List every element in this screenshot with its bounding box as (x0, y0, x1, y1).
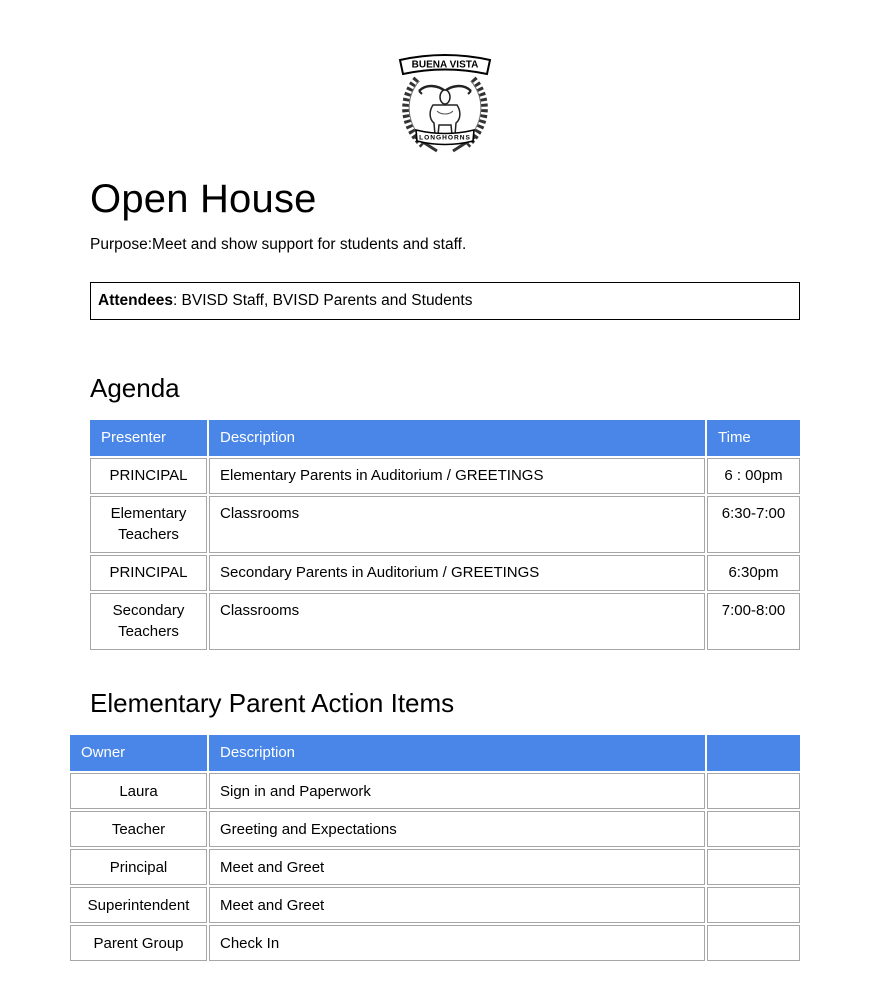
owner-cell: Parent Group (70, 925, 207, 961)
agenda-col-presenter: Presenter (90, 420, 207, 456)
presenter-cell: PRINCIPAL (90, 458, 207, 494)
time-cell: 6 : 00pm (707, 458, 800, 494)
table-row (90, 496, 800, 553)
status-cell (707, 925, 800, 961)
status-cell (707, 887, 800, 923)
time-cell: 7:00-8:00 (707, 593, 800, 650)
agenda-table (88, 418, 802, 652)
table-row (70, 849, 800, 885)
description-cell: Classrooms (209, 593, 705, 650)
table-row (90, 555, 800, 591)
actions-col-owner: Owner (70, 735, 207, 771)
owner-cell: Superintendent (70, 887, 207, 923)
owner-cell: Laura (70, 773, 207, 809)
presenter-cell: Elementary Teachers (90, 496, 207, 553)
school-crest-logo (0, 0, 890, 155)
page-title: Open House (90, 177, 317, 221)
table-row (90, 458, 800, 494)
action-items-table (68, 733, 802, 963)
description-cell: Greeting and Expectations (209, 811, 705, 847)
crest-top-banner-text: BUENA VISTA (411, 59, 479, 71)
table-row (90, 593, 800, 650)
time-cell: 6:30pm (707, 555, 800, 591)
table-row (70, 773, 800, 809)
description-cell: Classrooms (209, 496, 705, 553)
status-cell (707, 849, 800, 885)
presenter-cell: PRINCIPAL (90, 555, 207, 591)
status-cell (707, 773, 800, 809)
attendees-box (90, 282, 800, 320)
description-cell: Sign in and Paperwork (209, 773, 705, 809)
actions-col-blank (707, 735, 800, 771)
owner-cell: Teacher (70, 811, 207, 847)
purpose-text: Purpose:Meet and show support for students and staff. (90, 236, 467, 253)
description-cell: Secondary Parents in Auditorium / GREETINGS (209, 555, 705, 591)
description-cell: Elementary Parents in Auditorium / GREETINGS (209, 458, 705, 494)
description-cell: Meet and Greet (209, 849, 705, 885)
crest-bottom-banner-text: LONGHORNS (419, 134, 471, 142)
agenda-header-row (90, 420, 800, 456)
agenda-heading: Agenda (90, 373, 180, 403)
description-cell: Check In (209, 925, 705, 961)
owner-cell: Principal (70, 849, 207, 885)
status-cell (707, 811, 800, 847)
description-cell: Meet and Greet (209, 887, 705, 923)
attendees-value: : BVISD Staff, BVISD Parents and Students (172, 292, 473, 309)
table-row (70, 925, 800, 961)
agenda-col-description: Description (209, 420, 705, 456)
actions-col-description: Description (209, 735, 705, 771)
table-row (70, 811, 800, 847)
actions-header-row (70, 735, 800, 771)
action-items-heading: Elementary Parent Action Items (90, 687, 455, 718)
longhorns-crest-icon (393, 53, 497, 155)
time-cell: 6:30-7:00 (707, 496, 800, 553)
table-row (70, 887, 800, 923)
agenda-col-time: Time (707, 420, 800, 456)
attendees-label: Attendees (98, 292, 173, 309)
presenter-cell: Secondary Teachers (90, 593, 207, 650)
